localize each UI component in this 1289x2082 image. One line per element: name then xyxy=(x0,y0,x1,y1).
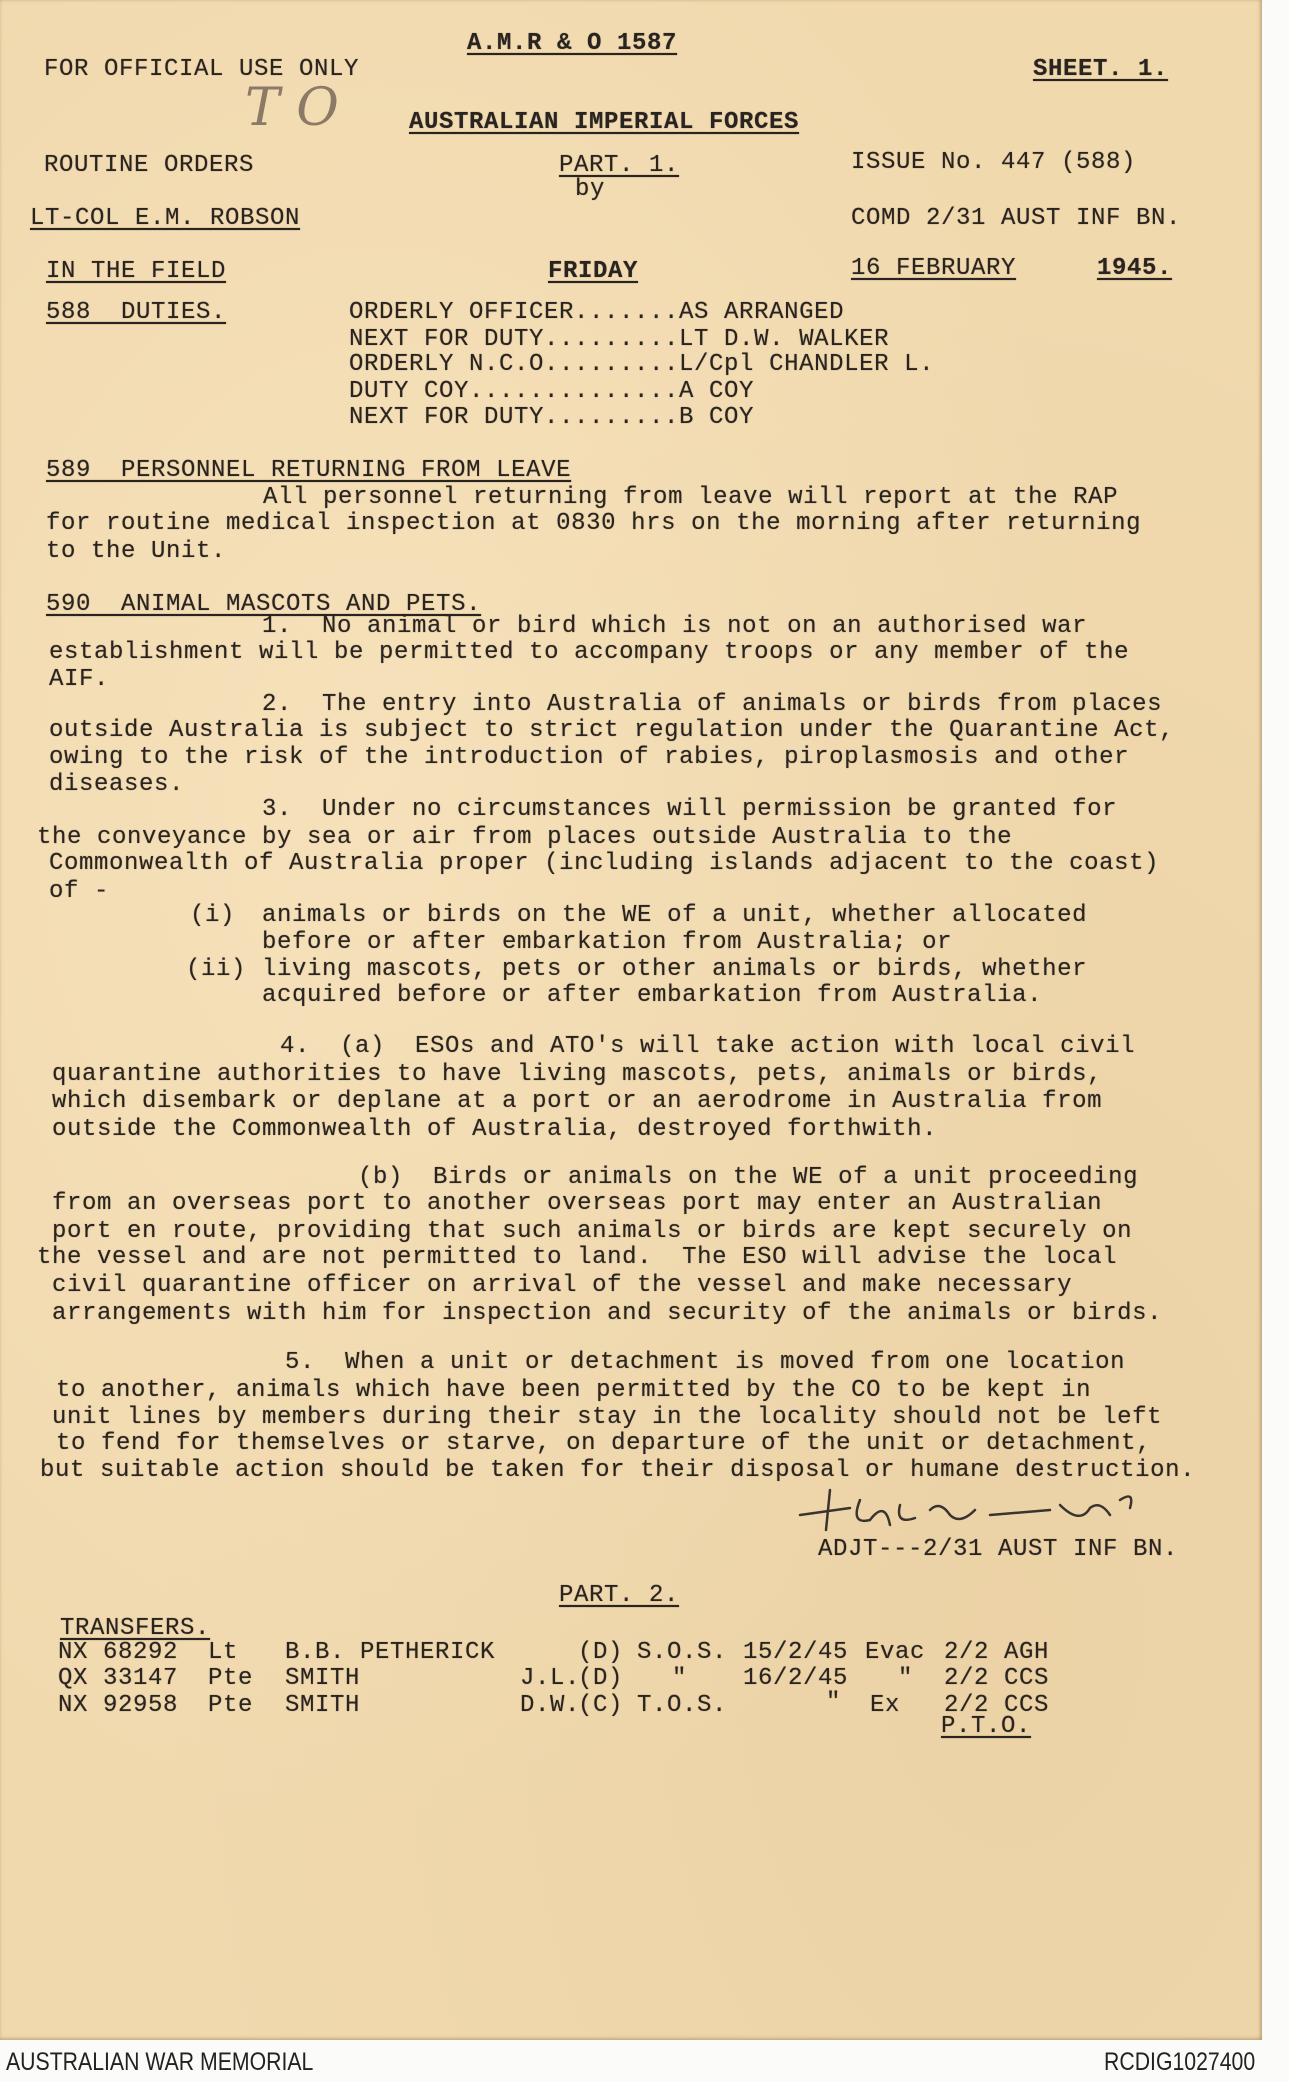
para-line: quarantine authorities to have living mascots, pets, animals or birds, xyxy=(52,1061,1103,1088)
para-line: civil quarantine officer on arrival of the vessel and make necessary xyxy=(52,1272,1073,1299)
rank: Pte xyxy=(208,1692,254,1719)
duty-line: NEXT FOR DUTY.........B COY xyxy=(349,404,755,431)
duties-heading: 588 DUTIES. xyxy=(46,299,227,326)
para-line: 4. (a) ESOs and ATO's will take action with local civil xyxy=(280,1033,1136,1060)
pto-note: P.T.O. xyxy=(941,1713,1032,1740)
para-line: arrangements with him for inspection and security of the animals or birds. xyxy=(52,1300,1163,1327)
para-line: establishment will be permitted to accompany troops or any member of the xyxy=(49,639,1130,666)
code: (D) xyxy=(578,1665,624,1692)
duty-line: NEXT FOR DUTY.........LT D.W. WALKER xyxy=(349,326,890,353)
footer-id: RCDIG1027400 xyxy=(1104,2048,1256,2076)
para-line: to another, animals which have been permitted by the CO to be kept in xyxy=(56,1377,1092,1404)
date: 15/2/45 xyxy=(743,1639,849,1666)
type: S.O.S. xyxy=(637,1639,728,1666)
handwritten-note: T O xyxy=(245,78,339,138)
name: B.B. PETHERICK xyxy=(285,1639,496,1666)
initials: D.W. xyxy=(520,1692,581,1719)
item-number: (ii) xyxy=(186,956,247,983)
para-line: 3. Under no circumstances will permission be granted for xyxy=(262,796,1118,823)
part-label: PART. 1. xyxy=(559,152,680,179)
action: " xyxy=(898,1665,914,1692)
para-line: 1. No animal or bird which is not on an authorised war xyxy=(262,613,1088,640)
signature-icon xyxy=(790,1480,1170,1540)
leave-heading: 589 PERSONNEL RETURNING FROM LEAVE xyxy=(46,457,572,484)
para-line: outside Australia is subject to strict regulation under the Quarantine Act, xyxy=(49,717,1175,744)
para-line: outside the Commonwealth of Australia, destroyed forthwith. xyxy=(52,1116,938,1143)
issue-number: ISSUE No. 447 (588) xyxy=(851,149,1137,176)
para-line: from an overseas port to another overseas port may enter an Australian xyxy=(52,1190,1103,1217)
name: SMITH xyxy=(285,1692,361,1719)
location: IN THE FIELD xyxy=(46,258,227,285)
para-line: 5. When a unit or detachment is moved from one location xyxy=(285,1349,1126,1376)
item-line: acquired before or after embarkation from Australia. xyxy=(262,982,1043,1009)
action: Ex xyxy=(870,1692,901,1719)
command-unit: COMD 2/31 AUST INF BN. xyxy=(851,205,1182,232)
date: 16 FEBRUARY xyxy=(851,255,1017,282)
item-line: before or after embarkation from Australia; or xyxy=(262,929,953,956)
unit: 2/2 CCS xyxy=(944,1692,1050,1719)
leave-line: for routine medical inspection at 0830 hrs on the morning after returning xyxy=(46,510,1142,537)
unit: 2/2 CCS xyxy=(944,1665,1050,1692)
para-line: to fend for themselves or starve, on departure of the unit or detachment, xyxy=(56,1430,1152,1457)
service-number: NX 92958 xyxy=(58,1692,179,1719)
unit: 2/2 AGH xyxy=(944,1639,1050,1666)
action: Evac xyxy=(865,1639,926,1666)
para-line: (b) Birds or animals on the WE of a unit proceeding xyxy=(358,1164,1139,1191)
code: (C) xyxy=(578,1692,624,1719)
date: " xyxy=(826,1689,842,1716)
name: SMITH xyxy=(285,1665,361,1692)
adjutant-title: ADJT---2/31 AUST INF BN. xyxy=(818,1536,1179,1563)
leave-line: All personnel returning from leave will report at the RAP xyxy=(263,484,1119,511)
para-line: unit lines by members during their stay in the locality should not be left xyxy=(52,1404,1163,1431)
item-number: (i) xyxy=(190,902,236,929)
part2-heading: PART. 2. xyxy=(559,1582,680,1609)
item-line: living mascots, pets or other animals or birds, whether xyxy=(262,956,1088,983)
para-line: diseases. xyxy=(49,771,185,798)
duty-line: DUTY COY..............A COY xyxy=(349,378,755,405)
para-line: of - xyxy=(49,878,110,905)
year: 1945. xyxy=(1097,255,1173,282)
para-line: the vessel and are not permitted to land. The ESO will advise the local xyxy=(37,1244,1118,1271)
para-line: 2. The entry into Australia of animals or birds from places xyxy=(262,691,1163,718)
document-title: AUSTRALIAN IMPERIAL FORCES xyxy=(409,109,800,136)
para-line: port en route, providing that such animals or birds are kept securely on xyxy=(52,1218,1133,1245)
type: " xyxy=(672,1665,688,1692)
para-line: which disembark or deplane at a port or an aerodrome in Australia from xyxy=(52,1088,1103,1115)
sheet-number: SHEET. 1. xyxy=(1033,56,1169,83)
commanding-officer: LT-COL E.M. ROBSON xyxy=(30,205,301,232)
para-line: owing to the risk of the introduction of rabies, piroplasmosis and other xyxy=(49,744,1130,771)
para-line: AIF. xyxy=(49,666,110,693)
transfers-heading: TRANSFERS. xyxy=(60,1615,211,1642)
reference-number: A.M.R & O 1587 xyxy=(467,30,678,57)
duty-line: ORDERLY OFFICER.......AS ARRANGED xyxy=(349,299,845,326)
footer-source: AUSTRALIAN WAR MEMORIAL xyxy=(6,2048,314,2076)
para-line: Commonwealth of Australia proper (including islands adjacent to the coast) xyxy=(49,850,1160,877)
classification: FOR OFFICIAL USE ONLY xyxy=(44,56,360,83)
by-label: by xyxy=(575,176,606,203)
para-line: the conveyance by sea or air from places outside Australia to the xyxy=(37,824,1013,851)
duty-line: ORDERLY N.C.O.........L/Cpl CHANDLER L. xyxy=(349,351,935,378)
code: (D) xyxy=(578,1639,624,1666)
para-line: but suitable action should be taken for their disposal or humane destruction. xyxy=(40,1457,1196,1484)
routine-orders-label: ROUTINE ORDERS xyxy=(44,152,255,179)
rank: Lt xyxy=(208,1639,239,1666)
initials: J.L. xyxy=(520,1665,581,1692)
type: T.O.S. xyxy=(637,1692,728,1719)
day: FRIDAY xyxy=(548,258,639,285)
service-number: NX 68292 xyxy=(58,1639,179,1666)
date: 16/2/45 xyxy=(743,1665,849,1692)
mascots-heading: 590 ANIMAL MASCOTS AND PETS. xyxy=(46,591,482,618)
rank: Pte xyxy=(208,1665,254,1692)
service-number: QX 33147 xyxy=(58,1665,179,1692)
leave-line: to the Unit. xyxy=(46,538,227,565)
item-line: animals or birds on the WE of a unit, whether allocated xyxy=(262,902,1088,929)
